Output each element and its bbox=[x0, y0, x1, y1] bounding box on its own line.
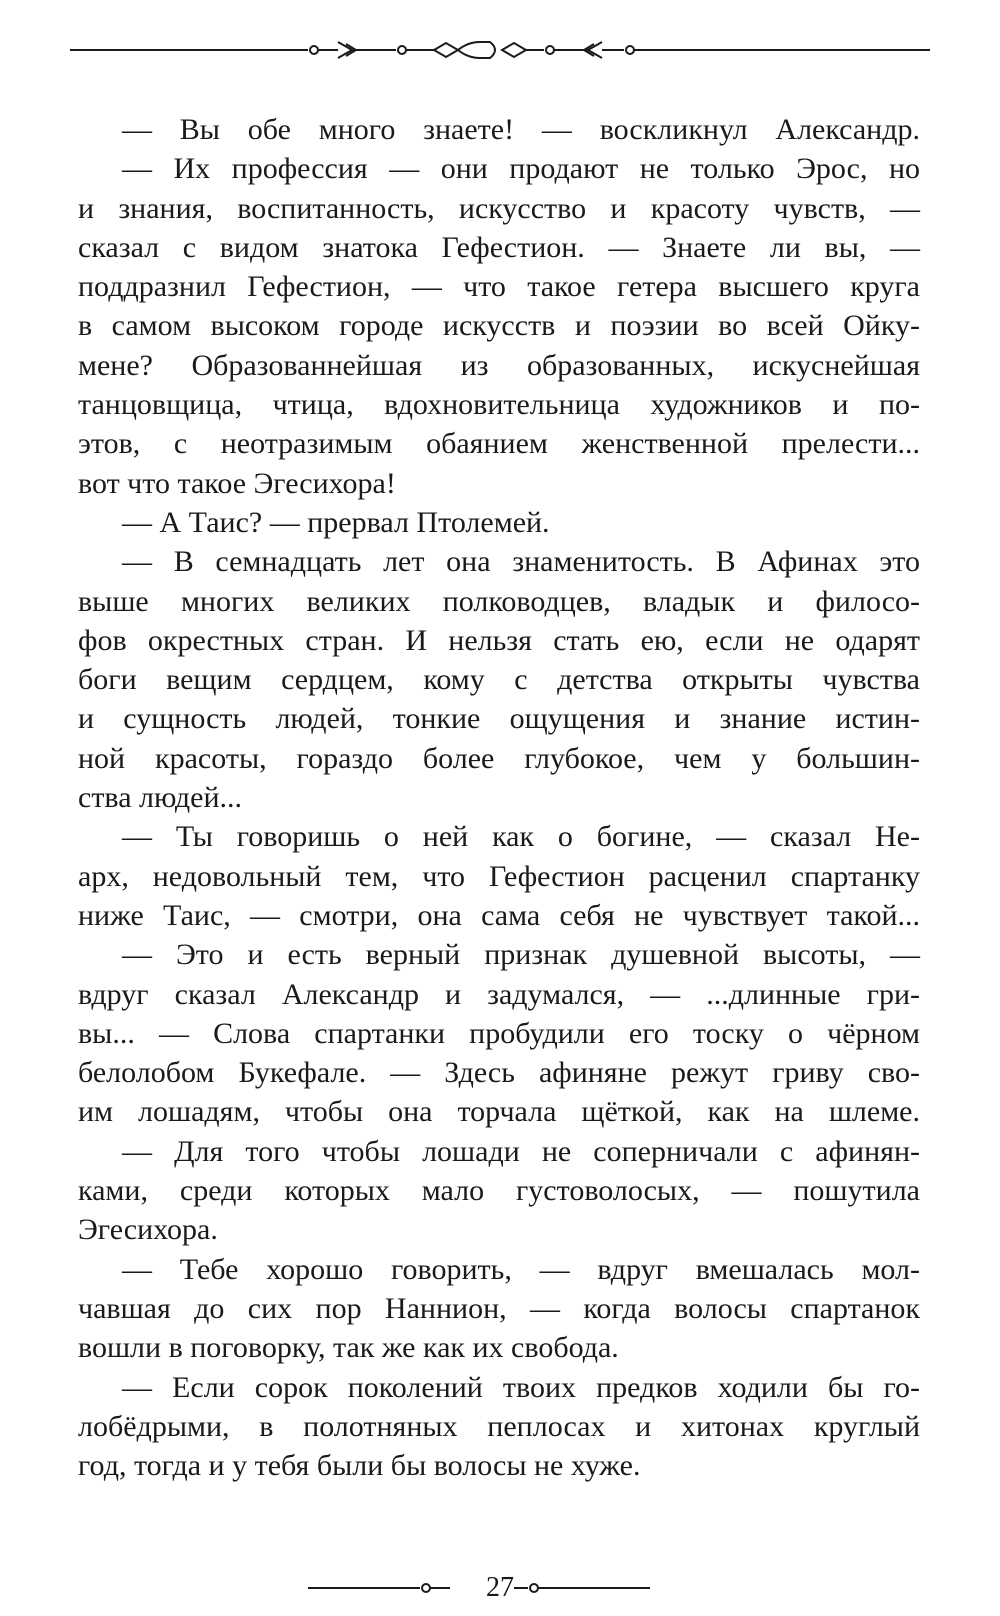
text-line: и сущность людей, тонкие ощущения и знание истин- bbox=[78, 702, 920, 736]
text-line: ной красоты, гораздо более глубокое, чем у большин- bbox=[78, 741, 920, 775]
text-line: — Если сорок поколений твоих предков ходили бы го- bbox=[122, 1370, 920, 1404]
text-line: мене? Образованнейшая из образованных, искуснейшая bbox=[78, 348, 920, 382]
text-line: поддразнил Гефестион, — что такое гетера высшего круга bbox=[78, 270, 920, 304]
text-line: вдруг сказал Александр и задумался, — ...длинные гри- bbox=[78, 977, 920, 1011]
text-line: ками, среди которых мало густоволосых, — пошутила bbox=[78, 1174, 920, 1208]
text-line: танцовщица, чтица, вдохновительница художников и по- bbox=[78, 388, 920, 422]
text-line: — Это и есть верный признак душевной высоты, — bbox=[122, 938, 920, 972]
text-line: ства людей... bbox=[78, 781, 243, 815]
body-text bbox=[78, 110, 920, 1485]
text-line: Эгесихора. bbox=[78, 1213, 218, 1247]
text-line: и знания, воспитанность, искусство и красоту чувств, — bbox=[78, 191, 920, 225]
text-line: выше многих великих полководцев, владык и филосо- bbox=[78, 584, 920, 618]
text-line: — Ты говоришь о ней как о богине, — сказал Не- bbox=[122, 820, 920, 854]
text-line: вот что такое Эгесихора! bbox=[78, 466, 396, 500]
ornamental-divider-icon bbox=[70, 30, 930, 70]
text-line: год, тогда и у тебя были бы волосы не хуже. bbox=[78, 1449, 641, 1483]
text-line: чавшая до сих пор Наннион, — когда волосы спартанок bbox=[78, 1291, 920, 1325]
text-line: арх, недовольный тем, что Гефестион расценил спартанку bbox=[78, 859, 920, 893]
text-line: вошли в поговорку, так же как их свобода. bbox=[78, 1331, 619, 1365]
text-line: белолобом Букефале. — Здесь афиняне режут гриву сво- bbox=[78, 1056, 920, 1090]
text-line: — Тебе хорошо говорить, — вдруг вмешалась мол- bbox=[122, 1252, 920, 1286]
text-line: сказал с видом знатока Гефестион. — Знаете ли вы, — bbox=[78, 230, 920, 264]
text-line: — В семнадцать лет она знаменитость. В Афинах это bbox=[122, 545, 920, 579]
text-line: этов, с неотразимым обаянием женственной прелести... bbox=[78, 427, 920, 461]
text-line: фов окрестных стран. И нельзя стать ею, если не одарят bbox=[78, 623, 920, 657]
text-line: им лошадям, чтобы она торчала щёткой, как на шлеме. bbox=[78, 1095, 920, 1129]
text-line: — Вы обе много знаете! — воскликнул Александр. bbox=[122, 113, 920, 146]
text-line: лобёдрыми, в полотняных пеплосах и хитонах круглый bbox=[78, 1409, 920, 1443]
text-line: — Для того чтобы лошади не соперничали с афинян- bbox=[122, 1134, 920, 1168]
text-line: ниже Таис, — смотри, она сама себя не чувствует такой... bbox=[78, 898, 920, 932]
text-line: — Их профессия — они продают не только Эрос, но bbox=[122, 152, 920, 186]
text-line: вы... — Слова спартанки пробудили его тоску о чёрном bbox=[78, 1016, 920, 1050]
page-number: 27 bbox=[486, 1572, 514, 1603]
text-line: боги вещим сердцем, кому с детства открыты чувства bbox=[78, 663, 920, 697]
text-line: в самом высоком городе искусств и поэзии во всей Ойку- bbox=[78, 309, 920, 343]
text-line: — А Таис? — прервал Птолемей. bbox=[122, 505, 550, 539]
